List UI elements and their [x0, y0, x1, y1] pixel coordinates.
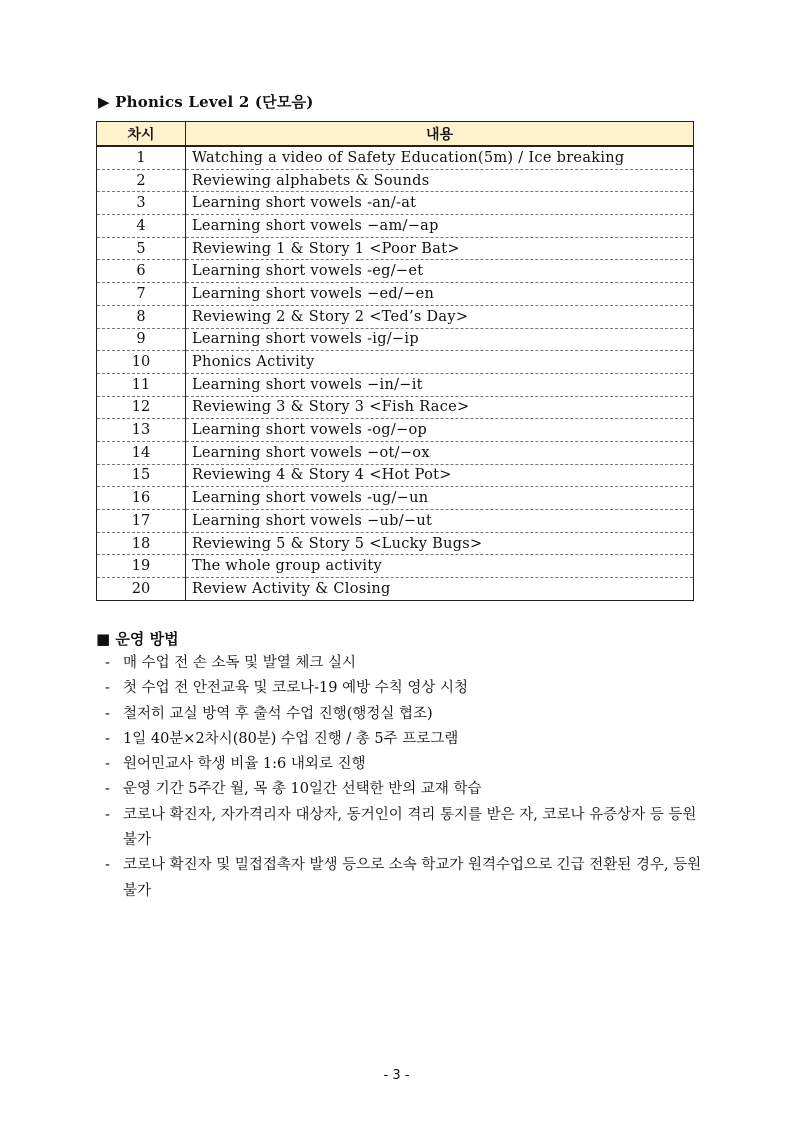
session-content: Learning short vowels −in/−it [186, 373, 694, 396]
session-number: 2 [97, 169, 186, 192]
section-heading-phonics: ▶ Phonics Level 2 (단모음) [98, 93, 314, 111]
header-content: 내용 [186, 122, 694, 147]
list-item-text: 원어민교사 학생 비율 1:6 내외로 진행 [123, 756, 366, 773]
session-number: 19 [97, 555, 186, 578]
session-number: 7 [97, 283, 186, 306]
list-item [105, 651, 705, 676]
list-item-text: 운영 기간 5주간 월, 목 총 10일간 선택한 반의 교재 학습 [123, 781, 482, 798]
table-row [97, 441, 694, 464]
table-row [97, 351, 694, 374]
session-content: The whole group activity [186, 555, 694, 578]
list-item-text: 1일 40분×2차시(80분) 수업 진행 / 총 5주 프로그램 [123, 730, 459, 747]
table-row [97, 169, 694, 192]
list-item [105, 676, 705, 701]
bullet-dash: - [105, 806, 110, 823]
session-number: 15 [97, 464, 186, 487]
bullet-dash: - [105, 680, 110, 697]
list-item [105, 727, 705, 752]
session-content: Watching a video of Safety Education(5m) / Ice breaking [186, 146, 694, 169]
session-content: Review Activity & Closing [186, 578, 694, 601]
session-number: 10 [97, 351, 186, 374]
bullet-dash: - [105, 730, 110, 747]
session-content: Learning short vowels -an/-at [186, 192, 694, 215]
list-item-text: 코로나 확진자, 자가격리자 대상자, 동거인이 격리 통지를 받은 자, 코로나 유증상자 등 등원 불가 [123, 806, 697, 849]
session-content: Learning short vowels -og/−op [186, 419, 694, 442]
session-number: 20 [97, 578, 186, 601]
table-row [97, 305, 694, 328]
session-content: Reviewing 4 & Story 4 <Hot Pot> [186, 464, 694, 487]
curriculum-table [96, 121, 694, 601]
session-content: Reviewing 5 & Story 5 <Lucky Bugs> [186, 532, 694, 555]
table-row [97, 419, 694, 442]
operation-method-list [105, 651, 705, 904]
table-row [97, 373, 694, 396]
session-content: Learning short vowels −am/−ap [186, 215, 694, 238]
table-row [97, 283, 694, 306]
table-row [97, 578, 694, 601]
list-item [105, 853, 703, 904]
bullet-dash: - [105, 655, 110, 671]
list-item-text: 첫 수업 전 안전교육 및 코로나-19 예방 수칙 영상 시청 [123, 680, 468, 697]
session-content: Reviewing 1 & Story 1 <Poor Bat> [186, 237, 694, 260]
table-row [97, 260, 694, 283]
session-number: 14 [97, 441, 186, 464]
page-number: - 3 - [383, 1068, 410, 1083]
session-number: 17 [97, 510, 186, 533]
session-content: Reviewing 3 & Story 3 <Fish Race> [186, 396, 694, 419]
session-content: Learning short vowels −ub/−ut [186, 510, 694, 533]
session-number: 5 [97, 237, 186, 260]
session-content: Learning short vowels −ot/−ox [186, 441, 694, 464]
list-item [105, 752, 705, 777]
session-number: 18 [97, 532, 186, 555]
table-row [97, 555, 694, 578]
list-item [105, 803, 703, 854]
table-row [97, 328, 694, 351]
table-body [97, 146, 694, 600]
table-row [97, 510, 694, 533]
session-number: 3 [97, 192, 186, 215]
table-row [97, 146, 694, 169]
table-row [97, 396, 694, 419]
session-content: Learning short vowels -ig/−ip [186, 328, 694, 351]
table-row [97, 215, 694, 238]
session-number: 11 [97, 373, 186, 396]
bullet-dash: - [105, 781, 110, 798]
list-item-text: 철저히 교실 방역 후 출석 수업 진행(행정실 협조) [123, 705, 433, 722]
operation-method-heading: ■ 운영 방법 [96, 630, 179, 648]
table-row [97, 192, 694, 215]
session-number: 9 [97, 328, 186, 351]
session-number: 6 [97, 260, 186, 283]
session-number: 4 [97, 215, 186, 238]
list-item-text: 코로나 확진자 및 밀접접촉자 발생 등으로 소속 학교가 원격수업으로 긴급 전환된 경우, 등원 불가 [123, 857, 702, 899]
session-number: 16 [97, 487, 186, 510]
table-header-row [97, 122, 694, 147]
header-session: 차시 [97, 122, 186, 147]
session-number: 1 [97, 146, 186, 169]
bullet-dash: - [105, 705, 110, 722]
table-row [97, 487, 694, 510]
session-content: Learning short vowels −ed/−en [186, 283, 694, 306]
table-row [97, 237, 694, 260]
table-row [97, 532, 694, 555]
session-number: 13 [97, 419, 186, 442]
list-item [105, 777, 705, 802]
bullet-dash: - [105, 857, 110, 874]
session-content: Reviewing 2 & Story 2 <Ted’s Day> [186, 305, 694, 328]
session-content: Learning short vowels -eg/−et [186, 260, 694, 283]
session-number: 12 [97, 396, 186, 419]
table-row [97, 464, 694, 487]
session-content: Learning short vowels -ug/−un [186, 487, 694, 510]
list-item [105, 702, 705, 727]
session-content: Phonics Activity [186, 351, 694, 374]
session-content: Reviewing alphabets & Sounds [186, 169, 694, 192]
bullet-dash: - [105, 756, 110, 773]
list-item-text: 매 수업 전 손 소독 및 발열 체크 실시 [123, 655, 356, 671]
session-number: 8 [97, 305, 186, 328]
